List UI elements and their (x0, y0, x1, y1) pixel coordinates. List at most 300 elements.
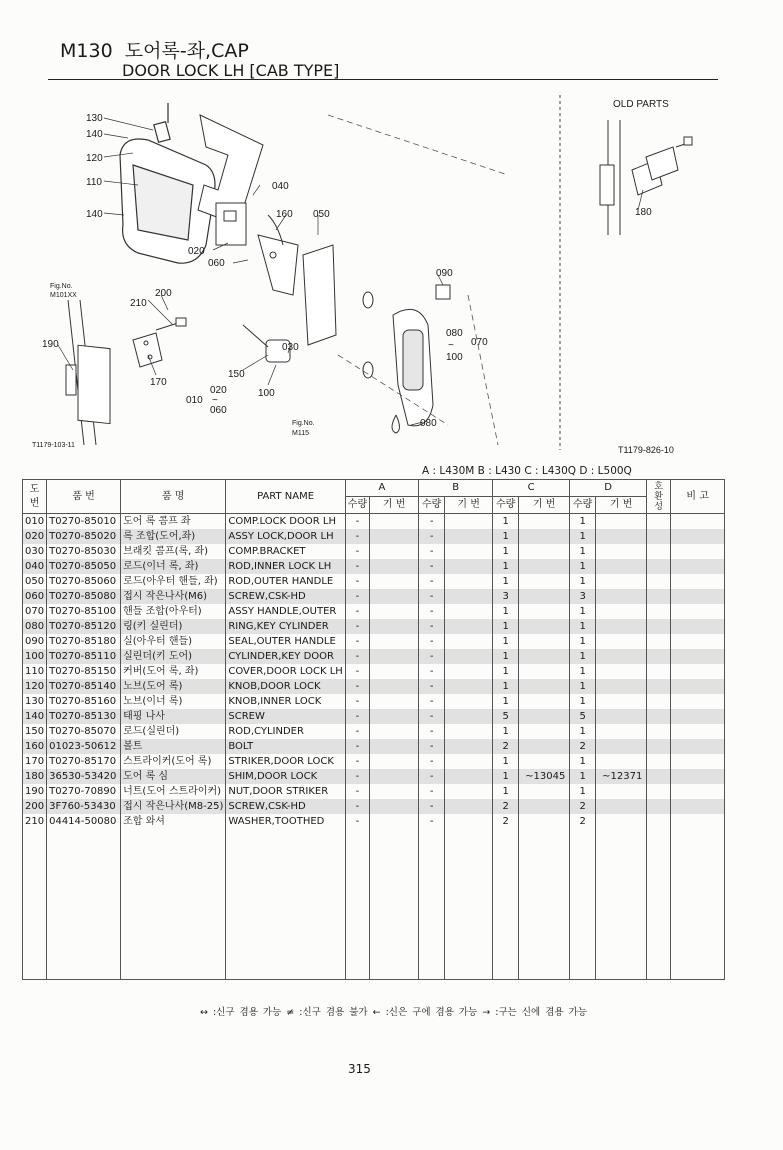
part-number-cell: T0270-70890 (47, 784, 121, 799)
table-row (23, 799, 725, 814)
part-name-kr-cell: 로드(이너 록, 좌) (121, 559, 226, 574)
header-part-name-kr: 품 명 (121, 480, 226, 514)
remarks-cell (671, 784, 725, 799)
interchange-cell (647, 784, 671, 799)
remarks-cell (671, 559, 725, 574)
b-serial-cell (445, 694, 493, 709)
header-c-qty: 수량 (493, 497, 519, 514)
callout-120: 120 (86, 153, 103, 164)
part-number-cell: T0270-85150 (47, 664, 121, 679)
callout-020: 020 (188, 246, 205, 257)
a-serial-cell (370, 679, 419, 694)
interchange-cell (647, 574, 671, 589)
b-qty-cell: - (419, 724, 445, 739)
a-serial-cell (370, 619, 419, 634)
part-name-kr-cell: 로드(아우터 핸들, 좌) (121, 574, 226, 589)
c-serial-cell (519, 589, 570, 604)
part-number-cell: T0270-85110 (47, 649, 121, 664)
b-serial-cell (445, 589, 493, 604)
b-serial-cell (445, 544, 493, 559)
b-serial-cell (445, 634, 493, 649)
part-name-en-cell: COVER,DOOR LOCK LH (226, 664, 345, 679)
callout-200: 200 (155, 288, 172, 299)
c-qty-cell: 1 (493, 784, 519, 799)
part-name-en-cell: ROD,CYLINDER (226, 724, 345, 739)
callout-140b: 140 (86, 209, 103, 220)
a-serial-cell (370, 559, 419, 574)
remarks-cell (671, 799, 725, 814)
a-qty-cell: - (345, 649, 369, 664)
c-qty-cell: 1 (493, 574, 519, 589)
d-serial-cell (596, 574, 647, 589)
callout-140: 140 (86, 129, 103, 140)
d-qty-cell: 1 (570, 694, 596, 709)
b-qty-cell: - (419, 799, 445, 814)
c-serial-cell (519, 784, 570, 799)
catalog-code-title (60, 36, 249, 63)
b-qty-cell: - (419, 784, 445, 799)
b-serial-cell (445, 754, 493, 769)
empty-cell (596, 829, 647, 980)
d-qty-cell: 2 (570, 799, 596, 814)
b-qty-cell: - (419, 649, 445, 664)
c-serial-cell (519, 574, 570, 589)
empty-cell (226, 829, 345, 980)
table-row (23, 559, 725, 574)
d-qty-cell: 3 (570, 589, 596, 604)
table-row (23, 529, 725, 544)
d-qty-cell: 1 (570, 664, 596, 679)
header-part-name-en: PART NAME (226, 480, 345, 514)
a-serial-cell (370, 814, 419, 829)
d-serial-cell (596, 814, 647, 829)
b-serial-cell (445, 679, 493, 694)
interchange-cell (647, 724, 671, 739)
c-qty-cell: 1 (493, 679, 519, 694)
interchange-cell (647, 709, 671, 724)
header-group-d: D (570, 480, 647, 497)
c-qty-cell: 2 (493, 814, 519, 829)
c-serial-cell (519, 739, 570, 754)
b-qty-cell: - (419, 769, 445, 784)
part-no-cell: 140 (23, 709, 47, 724)
table-row (23, 784, 725, 799)
empty-cell (121, 829, 226, 980)
c-serial-cell (519, 649, 570, 664)
remarks-cell (671, 619, 725, 634)
d-serial-cell: ~12371 (596, 769, 647, 784)
callout-050: 050 (313, 209, 330, 220)
callout-110: 110 (86, 177, 102, 188)
header-no: 도 번 (23, 480, 47, 514)
header-group-c: C (493, 480, 570, 497)
part-number-cell: T0270-85180 (47, 634, 121, 649)
outer-handle-drawing (303, 245, 450, 426)
empty-cell (519, 829, 570, 980)
d-qty-cell: 1 (570, 574, 596, 589)
b-qty-cell: - (419, 559, 445, 574)
callout-170: 170 (150, 377, 167, 388)
d-serial-cell (596, 649, 647, 664)
part-no-cell: 170 (23, 754, 47, 769)
interchange-cell (647, 529, 671, 544)
table-row (23, 709, 725, 724)
fig-ref-1-line2: M101XX (50, 292, 77, 299)
b-qty-cell: - (419, 679, 445, 694)
interchange-cell (647, 799, 671, 814)
d-qty-cell: 1 (570, 724, 596, 739)
c-qty-cell: 1 (493, 694, 519, 709)
a-serial-cell (370, 649, 419, 664)
interchange-cell (647, 619, 671, 634)
remarks-cell (671, 664, 725, 679)
callout-060: 060 (208, 258, 225, 269)
c-qty-cell: 1 (493, 559, 519, 574)
table-row (23, 754, 725, 769)
callout-070: 070 (471, 337, 488, 348)
interchange-cell (647, 739, 671, 754)
b-serial-cell (445, 724, 493, 739)
callout-190: 190 (42, 339, 59, 350)
b-serial-cell (445, 769, 493, 784)
c-qty-cell: 1 (493, 769, 519, 784)
remarks-cell (671, 679, 725, 694)
part-name-en-cell: CYLINDER,KEY DOOR (226, 649, 345, 664)
c-qty-cell: 1 (493, 544, 519, 559)
a-serial-cell (370, 589, 419, 604)
parts-table-body (23, 514, 725, 980)
part-number-cell: 3F760-53430 (47, 799, 121, 814)
callout-100a: 100 (446, 352, 463, 363)
callout-180: 180 (635, 207, 652, 218)
part-no-cell: 110 (23, 664, 47, 679)
door-pillar-drawing (66, 300, 110, 445)
table-row (23, 604, 725, 619)
part-name-kr-cell: 핸들 조합(아우터) (121, 604, 226, 619)
empty-cell (370, 829, 419, 980)
a-qty-cell: - (345, 799, 369, 814)
part-name-en-cell: RING,KEY CYLINDER (226, 619, 345, 634)
d-serial-cell (596, 784, 647, 799)
part-name-en-cell: NUT,DOOR STRIKER (226, 784, 345, 799)
parts-table (22, 479, 725, 980)
part-no-cell: 120 (23, 679, 47, 694)
table-row (23, 619, 725, 634)
c-serial-cell (519, 514, 570, 530)
b-qty-cell: - (419, 694, 445, 709)
part-name-kr-cell: 도어 록 콤프 좌 (121, 514, 226, 530)
b-serial-cell (445, 604, 493, 619)
part-name-en-cell: COMP.LOCK DOOR LH (226, 514, 345, 530)
fig-ref-2-line1: Fig.No. (292, 420, 315, 427)
interchange-cell (647, 664, 671, 679)
empty-cell (671, 829, 725, 980)
remarks-cell (671, 739, 725, 754)
b-serial-cell (445, 514, 493, 530)
a-qty-cell: - (345, 664, 369, 679)
callout-090: 090 (436, 268, 453, 279)
b-qty-cell: - (419, 814, 445, 829)
d-serial-cell (596, 664, 647, 679)
part-name-en-cell: WASHER,TOOTHED (226, 814, 345, 829)
a-qty-cell: - (345, 754, 369, 769)
part-number-cell: 04414-50080 (47, 814, 121, 829)
c-serial-cell (519, 694, 570, 709)
empty-cell (23, 829, 47, 980)
interchange-cell (647, 559, 671, 574)
part-name-kr-cell: 커버(도어 록, 좌) (121, 664, 226, 679)
part-name-kr-cell: 볼트 (121, 739, 226, 754)
header-c-serial: 기 번 (519, 497, 570, 514)
part-number-cell: T0270-85070 (47, 724, 121, 739)
interchange-cell (647, 649, 671, 664)
callout-020b: 020 (210, 385, 227, 396)
remarks-cell (671, 724, 725, 739)
part-name-kr-cell: 태핑 나사 (121, 709, 226, 724)
b-qty-cell: - (419, 574, 445, 589)
a-qty-cell: - (345, 634, 369, 649)
part-number-cell: 01023-50612 (47, 739, 121, 754)
interchange-cell (647, 634, 671, 649)
b-serial-cell (445, 664, 493, 679)
table-row (23, 634, 725, 649)
table-row (23, 679, 725, 694)
old-parts-label: OLD PARTS (613, 99, 669, 110)
part-number-cell: T0270-85050 (47, 559, 121, 574)
part-name-kr-cell: 로드(실린더) (121, 724, 226, 739)
part-name-kr-cell: 너트(도어 스트라이커) (121, 784, 226, 799)
a-serial-cell (370, 784, 419, 799)
a-serial-cell (370, 664, 419, 679)
d-serial-cell (596, 514, 647, 530)
part-name-en-cell: STRIKER,DOOR LOCK (226, 754, 345, 769)
part-no-cell: 040 (23, 559, 47, 574)
title-korean: 도어록-좌,CAP (124, 40, 249, 62)
a-serial-cell (370, 574, 419, 589)
part-number-cell: T0270-85080 (47, 589, 121, 604)
part-no-cell: 160 (23, 739, 47, 754)
fig-ref-2-line2: M115 (292, 430, 309, 437)
c-serial-cell (519, 604, 570, 619)
c-serial-cell: ~13045 (519, 769, 570, 784)
c-qty-cell: 3 (493, 589, 519, 604)
b-qty-cell: - (419, 619, 445, 634)
exploded-parts-diagram (28, 85, 718, 465)
empty-cell (345, 829, 369, 980)
callout-210: 210 (130, 298, 147, 309)
part-name-en-cell: KNOB,DOOR LOCK (226, 679, 345, 694)
fig-ref-1-line1: Fig.No. (50, 283, 73, 290)
catalog-code: M130 (60, 40, 113, 62)
header-b-qty: 수량 (419, 497, 445, 514)
part-no-cell: 130 (23, 694, 47, 709)
d-qty-cell: 1 (570, 604, 596, 619)
c-qty-cell: 1 (493, 604, 519, 619)
b-qty-cell: - (419, 754, 445, 769)
part-name-en-cell: SEAL,OUTER HANDLE (226, 634, 345, 649)
part-number-cell: T0270-85120 (47, 619, 121, 634)
d-serial-cell (596, 634, 647, 649)
table-row (23, 514, 725, 530)
table-row (23, 664, 725, 679)
d-qty-cell: 1 (570, 649, 596, 664)
a-qty-cell: - (345, 694, 369, 709)
c-serial-cell (519, 529, 570, 544)
remarks-cell (671, 694, 725, 709)
d-qty-cell: 1 (570, 634, 596, 649)
c-serial-cell (519, 754, 570, 769)
remarks-cell (671, 529, 725, 544)
part-name-en-cell: ASSY LOCK,DOOR LH (226, 529, 345, 544)
b-qty-cell: - (419, 514, 445, 530)
header-b-serial: 기 번 (445, 497, 493, 514)
remarks-cell (671, 769, 725, 784)
b-serial-cell (445, 529, 493, 544)
remarks-cell (671, 649, 725, 664)
c-serial-cell (519, 559, 570, 574)
interchange-cell (647, 814, 671, 829)
header-group-a: A (345, 480, 418, 497)
remarks-cell (671, 544, 725, 559)
remarks-cell (671, 604, 725, 619)
part-name-en-cell: ROD,OUTER HANDLE (226, 574, 345, 589)
part-no-cell: 100 (23, 649, 47, 664)
header-interchange: 호 환 성 (647, 480, 671, 514)
a-qty-cell: - (345, 769, 369, 784)
header-d-qty: 수량 (570, 497, 596, 514)
b-qty-cell: - (419, 529, 445, 544)
d-qty-cell: 1 (570, 754, 596, 769)
d-qty-cell: 1 (570, 619, 596, 634)
table-row (23, 574, 725, 589)
b-qty-cell: - (419, 544, 445, 559)
a-serial-cell (370, 604, 419, 619)
d-serial-cell (596, 799, 647, 814)
part-name-en-cell: SCREW,CSK-HD (226, 589, 345, 604)
c-qty-cell: 2 (493, 799, 519, 814)
c-serial-cell (519, 724, 570, 739)
a-qty-cell: - (345, 574, 369, 589)
range-mark-2: ~ (212, 395, 218, 406)
a-qty-cell: - (345, 619, 369, 634)
b-qty-cell: - (419, 739, 445, 754)
d-qty-cell: 1 (570, 559, 596, 574)
part-no-cell: 070 (23, 604, 47, 619)
c-qty-cell: 1 (493, 724, 519, 739)
title-english: DOOR LOCK LH [CAB TYPE] (122, 61, 340, 80)
remarks-cell (671, 634, 725, 649)
table-row (23, 694, 725, 709)
part-name-kr-cell: 실린더(키 도어) (121, 649, 226, 664)
part-no-cell: 080 (23, 619, 47, 634)
d-serial-cell (596, 559, 647, 574)
a-serial-cell (370, 634, 419, 649)
table-row (23, 544, 725, 559)
part-name-kr-cell: 접시 작은나사(M8-25) (121, 799, 226, 814)
a-serial-cell (370, 529, 419, 544)
part-name-kr-cell: 실(아우터 핸들) (121, 634, 226, 649)
part-no-cell: 190 (23, 784, 47, 799)
b-qty-cell: - (419, 634, 445, 649)
callout-030: 030 (282, 342, 299, 353)
c-serial-cell (519, 814, 570, 829)
header-a-serial: 기 번 (370, 497, 419, 514)
interchange-cell (647, 544, 671, 559)
table-row (23, 739, 725, 754)
d-qty-cell: 2 (570, 814, 596, 829)
d-serial-cell (596, 679, 647, 694)
image-code-right: T1179-826-10 (618, 445, 674, 455)
c-qty-cell: 5 (493, 709, 519, 724)
part-number-cell: T0270-85160 (47, 694, 121, 709)
c-qty-cell: 1 (493, 754, 519, 769)
c-qty-cell: 1 (493, 649, 519, 664)
part-name-kr-cell: 노브(이너 록) (121, 694, 226, 709)
part-no-cell: 210 (23, 814, 47, 829)
part-name-kr-cell: 접시 작은나사(M6) (121, 589, 226, 604)
callout-040: 040 (272, 181, 289, 192)
a-serial-cell (370, 799, 419, 814)
a-qty-cell: - (345, 739, 369, 754)
image-code-left: T1179-103-11 (32, 442, 75, 449)
b-serial-cell (445, 574, 493, 589)
part-no-cell: 050 (23, 574, 47, 589)
c-qty-cell: 1 (493, 634, 519, 649)
b-serial-cell (445, 814, 493, 829)
c-serial-cell (519, 799, 570, 814)
part-name-kr-cell: 록 조합(도어,좌) (121, 529, 226, 544)
b-serial-cell (445, 709, 493, 724)
header-part-no: 품 번 (47, 480, 121, 514)
callout-130: 130 (86, 113, 103, 124)
a-qty-cell: - (345, 514, 369, 530)
a-serial-cell (370, 544, 419, 559)
part-no-cell: 030 (23, 544, 47, 559)
part-number-cell: T0270-85010 (47, 514, 121, 530)
header-d-serial: 기 번 (596, 497, 647, 514)
part-number-cell: T0270-85020 (47, 529, 121, 544)
c-serial-cell (519, 619, 570, 634)
part-no-cell: 010 (23, 514, 47, 530)
remarks-cell (671, 814, 725, 829)
c-serial-cell (519, 679, 570, 694)
table-row (23, 649, 725, 664)
part-no-cell: 020 (23, 529, 47, 544)
a-serial-cell (370, 724, 419, 739)
remarks-cell (671, 589, 725, 604)
part-no-cell: 200 (23, 799, 47, 814)
b-serial-cell (445, 784, 493, 799)
header-group-b: B (419, 480, 493, 497)
c-qty-cell: 1 (493, 619, 519, 634)
remarks-cell (671, 574, 725, 589)
empty-cell (419, 829, 445, 980)
a-qty-cell: - (345, 604, 369, 619)
a-qty-cell: - (345, 529, 369, 544)
table-row (23, 814, 725, 829)
b-qty-cell: - (419, 664, 445, 679)
striker-drawing (133, 318, 186, 367)
d-qty-cell: 5 (570, 709, 596, 724)
c-qty-cell: 1 (493, 514, 519, 530)
a-qty-cell: - (345, 724, 369, 739)
interchange-legend: ↔ :신구 겸용 가능 ≠ :신구 겸용 불가 ← :신은 구에 겸용 가능 → :구는 신에 겸용 가능 (200, 1007, 587, 1018)
part-name-en-cell: SHIM,DOOR LOCK (226, 769, 345, 784)
interchange-cell (647, 604, 671, 619)
b-serial-cell (445, 619, 493, 634)
part-number-cell: 36530-53420 (47, 769, 121, 784)
callout-160: 160 (276, 209, 293, 220)
